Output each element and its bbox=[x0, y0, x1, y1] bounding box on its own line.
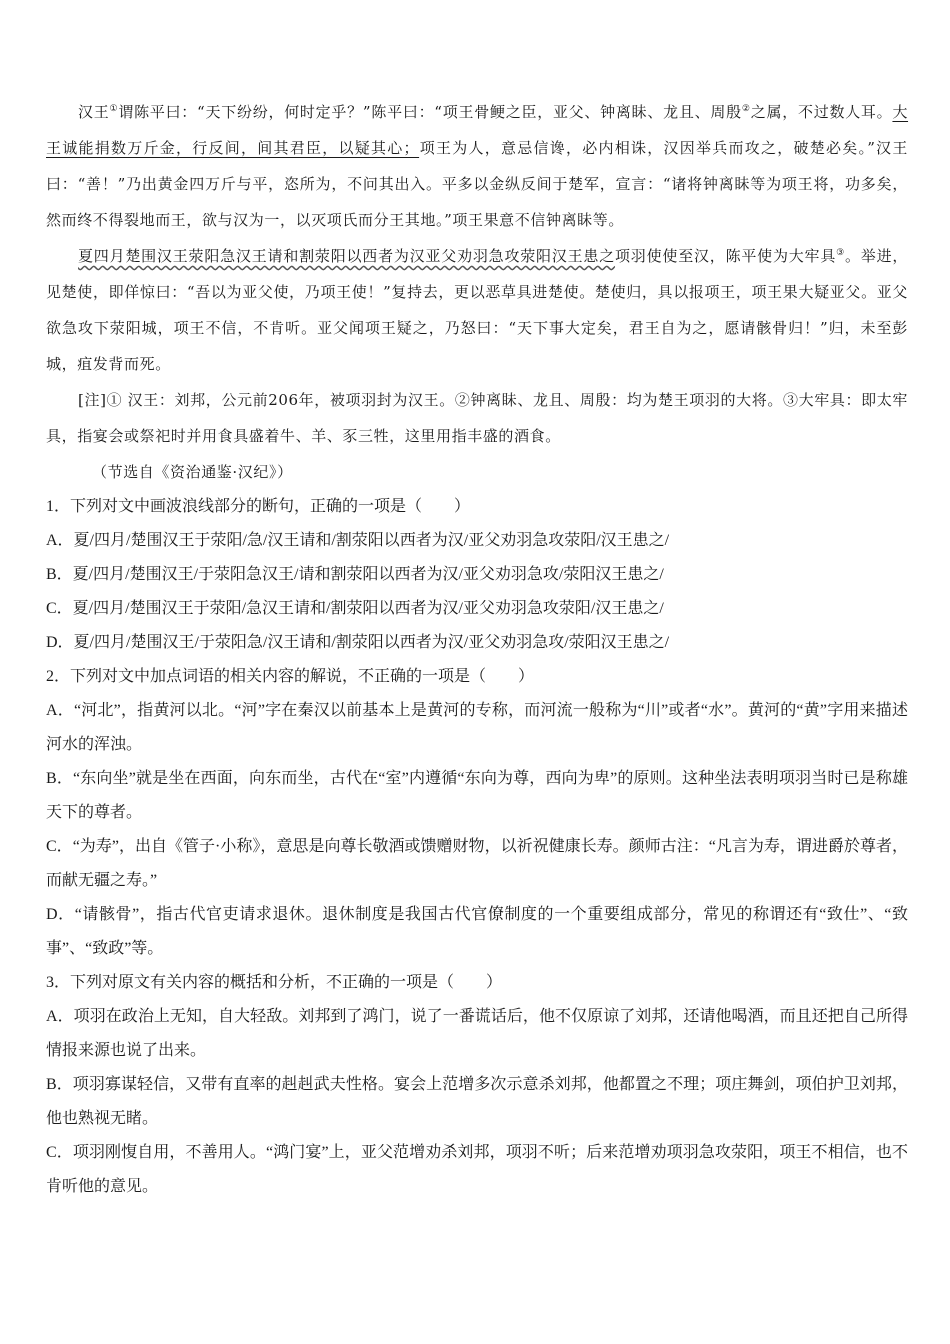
option-c[interactable]: C．“为寿”，出自《管子·小称》，意思是向尊长敬酒或馈赠财物，以祈祝健康长寿。颜师古注：“凡言为寿，谓进爵於尊者，而献无疆之寿。” bbox=[46, 838, 908, 889]
question-stem: 3．下列对原文有关内容的概括和分析，不正确的一项是（ ） bbox=[46, 974, 503, 991]
passage-text: 。举进，见楚使，即佯惊曰：“吾以为亚父使，乃项王使！”复持去，更以恶草具进楚使。楚使归，具以报项王，项王果大疑亚父。亚父欲急攻下荥阳城，项王不信，不肯听。亚父闻项王疑之，乃怒曰：“天下事大定矣，君王自为之，愿请骸骨归！”归，未至彭城，疽发背而死。 bbox=[46, 247, 908, 373]
source-citation: （节选自《资治通鉴·汉纪》） bbox=[92, 463, 293, 481]
footnote-marker-3: ③ bbox=[836, 248, 846, 258]
option-b[interactable]: B．夏/四月/楚围汉王/于荥阳急汉王/请和割荥阳以西者为汉/亚父劝羽急攻/荥阳汉王患之/ bbox=[46, 566, 664, 583]
wavy-underlined-sentence: 夏四月楚围汉王荥阳急汉王请和割荥阳以西者为汉亚父劝羽急攻荥阳汉王患之 bbox=[78, 247, 616, 265]
exam-content bbox=[46, 94, 908, 1204]
question-1 bbox=[46, 490, 908, 660]
passage-text: 项王为人，意忌信谗，必内相诛，汉因举兵而攻之，破楚必矣。”汉王曰：“善！”乃出黄金四万斤与平，恣所为，不问其出入。平多以金纵反间于楚军，宣言：“诸将钟离眛等为项王将，功多矣，然而终不得裂地而王，欲与汉为一，以灭项氏而分王其地。”项王果意不信钟离眛等。 bbox=[46, 139, 908, 229]
passage-paragraph-1 bbox=[46, 94, 908, 238]
option-b[interactable]: B．“东向坐”就是坐在西面，向东而坐，古代在“室”内遵循“东向为尊，西向为卑”的原则。这种坐法表明项羽当时已是称雄天下的尊者。 bbox=[46, 770, 908, 821]
option-c[interactable]: C．夏/四月/楚围汉王于荥阳/急汉王请和/割荥阳以西者为汉/亚父劝羽急攻荥阳/汉王患之/ bbox=[46, 600, 664, 617]
question-stem: 1．下列对文中画波浪线部分的断句，正确的一项是（ ） bbox=[46, 498, 471, 515]
passage-text: 谓陈平曰：“天下纷纷，何时定乎？”陈平曰：“项王骨鲠之臣，亚父、钟离眛、龙且、周殷 bbox=[118, 103, 742, 121]
footnote-marker-2: ② bbox=[741, 104, 751, 114]
option-a[interactable]: A．项羽在政治上无知，自大轻敌。刘邦到了鸿门，说了一番谎话后，他不仅原谅了刘邦，还请他喝酒，而且还把自己所得情报来源也说了出来。 bbox=[46, 1008, 908, 1059]
footnote-marker-1: ① bbox=[109, 104, 119, 114]
option-d[interactable]: D．“请骸骨”，指古代官吏请求退休。退休制度是我国古代官僚制度的一个重要组成部分，常见的称谓还有“致仕”、“致事”、“致政”等。 bbox=[46, 906, 908, 957]
underlined-sentence: 大王诚能捐数万斤金，行反间，间其君臣，以疑其心； bbox=[46, 103, 909, 157]
passage-text: 项羽使使至汉，陈平使为大牢具 bbox=[615, 247, 837, 265]
passage-text: 汉王 bbox=[78, 103, 110, 121]
passage-text: 之属，不过数人耳。 bbox=[750, 103, 893, 121]
option-b[interactable]: B．项羽寡谋轻信，又带有直率的赳赳武夫性格。宴会上范增多次示意杀刘邦，他都置之不理；项庄舞剑，项伯护卫刘邦，他也熟视无睹。 bbox=[46, 1076, 908, 1127]
passage-paragraph-2 bbox=[46, 238, 908, 382]
question-2 bbox=[46, 660, 908, 966]
option-a[interactable]: A．“河北”，指黄河以北。“河”字在秦汉以前基本上是黄河的专称，而河流一般称为“川”或者“水”。黄河的“黄”字用来描述河水的浑浊。 bbox=[46, 702, 908, 753]
annotation-note: [注]① 汉王：刘邦，公元前206年，被项羽封为汉王。②钟离眛、龙且、周殷：均为楚王项羽的大将。③大牢具：即太牢具，指宴会或祭祀时并用食具盛着牛、羊、豕三牲，这里用指丰盛的酒食。 bbox=[46, 391, 908, 445]
question-3 bbox=[46, 966, 908, 1204]
question-stem: 2．下列对文中加点词语的相关内容的解说，不正确的一项是（ ） bbox=[46, 668, 535, 685]
option-a[interactable]: A．夏/四月/楚围汉王于荥阳/急/汉王请和/割荥阳以西者为汉/亚父劝羽急攻荥阳/汉王患之/ bbox=[46, 532, 670, 549]
option-d[interactable]: D．夏/四月/楚围汉王/于荥阳急/汉王请和/割荥阳以西者为汉/亚父劝羽急攻/荥阳汉王患之/ bbox=[46, 634, 670, 651]
option-c[interactable]: C．项羽刚愎自用，不善用人。“鸿门宴”上，亚父范增劝杀刘邦，项羽不听；后来范增劝项羽急攻荥阳，项王不相信，也不肯听他的意见。 bbox=[46, 1144, 908, 1195]
